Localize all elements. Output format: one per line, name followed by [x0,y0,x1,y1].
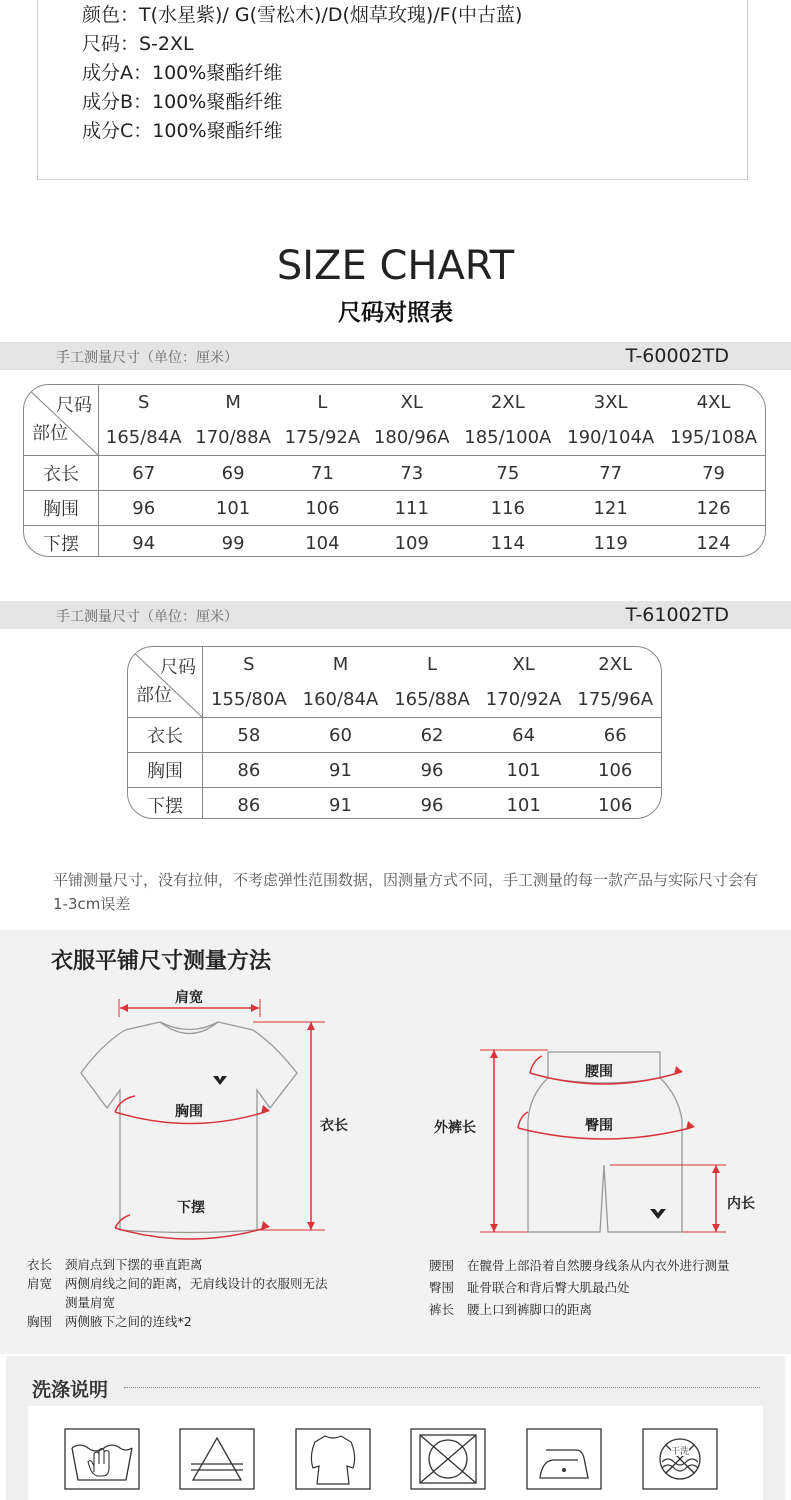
table-cell: 96 [99,491,189,526]
legend-right [429,1255,779,1321]
size-table-1 [23,384,766,557]
wash-section [6,1356,785,1500]
table-row [24,456,765,491]
table-corner [24,385,99,456]
no-dry-clean-icon [642,1428,718,1490]
table2-note: 手工测量尺寸（单位：厘米） [56,609,238,625]
height-header: 160/84A [302,689,379,711]
table-cell: 77 [559,456,662,491]
table2-band [0,601,791,629]
row-label: 下摆 [24,526,99,558]
table-cell: 86 [203,788,295,820]
length-label: 衣长 [320,1118,348,1134]
table1-note: 手工测量尺寸（单位：厘米） [56,350,238,366]
row-label: 衣长 [24,456,99,491]
table-corner [128,647,203,718]
height-header: 185/100A [464,427,552,449]
legend-item: 臀围 耻骨联合和背后臀大肌最凸处 [429,1280,630,1295]
table-cell: 75 [456,456,559,491]
wash-icon-card [28,1406,763,1500]
height-header: 155/80A [211,689,287,711]
table-cell: 79 [662,456,765,491]
size-header: 4XL [696,392,731,414]
table-cell: 66 [569,718,661,753]
size-header: 2XL [598,654,633,676]
hem-label: 下摆 [177,1200,205,1216]
no-tumble-dry-icon [410,1428,486,1490]
legend-left [27,1255,397,1331]
table-cell: 99 [188,526,277,558]
legend-item: 腰围 在髋骨上部沿着自然腰身线条从内衣外进行测量 [429,1258,730,1273]
table-cell: 64 [478,718,570,753]
legend-item: 胸围 两侧腋下之间的连线*2 [27,1314,192,1329]
size-table-2 [127,646,662,819]
table1-band [0,342,791,370]
chest-label: 胸围 [175,1104,203,1120]
no-bleach-icon [179,1428,255,1490]
height-header: 195/108A [670,427,758,449]
row-label: 胸围 [128,753,203,788]
table-cell: 71 [278,456,367,491]
table-row [24,526,765,558]
table1-code: T-60002TD [625,345,729,367]
measurement-section [0,930,791,1354]
size-header: L [317,392,328,414]
hip-label: 臀围 [585,1118,613,1134]
spec-fabric-c: 成分C：100%聚酯纤维 [82,120,283,142]
size-header: S [243,654,255,676]
size-header: XL [400,392,423,414]
corner-part-label: 部位 [136,685,172,706]
height-header: 175/96A [577,689,654,711]
table-cell: 69 [188,456,277,491]
legend-item: 肩宽 两侧肩线之间的距离，无肩线设计的衣服则无法 测量肩宽 [27,1276,328,1310]
measurement-title: 衣服平铺尺寸测量方法 [51,949,272,974]
table-row [128,753,661,788]
spec-fabric-b: 成分B：100%聚酯纤维 [82,91,283,113]
size-header: 3XL [593,392,628,414]
size-chart-title: SIZE CHART [276,243,515,289]
height-header: 165/84A [105,427,182,449]
hand-wash-icon [64,1428,140,1490]
height-header: 180/96A [373,427,450,449]
corner-part-label: 部位 [32,423,68,444]
size-chart-subtitle: 尺码对照表 [338,300,453,326]
corner-size-label: 尺码 [160,657,196,678]
row-label: 下摆 [128,788,203,820]
spec-color: 颜色：T(水星紫)/ G(雪松木)/D(烟草玫瑰)/F(中古蓝) [82,4,523,26]
row-label: 胸围 [24,491,99,526]
brand-logo-icon [650,1209,666,1219]
size-header: S [137,392,150,414]
table-cell: 60 [295,718,387,753]
corner-size-label: 尺码 [56,395,92,416]
table-cell: 58 [203,718,295,753]
spec-size: 尺码：S-2XL [82,33,194,55]
table-cell: 106 [569,753,661,788]
table-cell: 106 [278,491,367,526]
waist-label: 腰围 [585,1064,613,1080]
table-cell: 101 [188,491,277,526]
spec-fabric-a: 成分A：100%聚酯纤维 [82,62,283,84]
table-cell: 106 [569,788,661,820]
table-cell: 121 [559,491,662,526]
height-header: 170/88A [195,427,271,449]
table-cell: 94 [99,526,189,558]
size-header: M [332,654,349,676]
brand-logo-icon [213,1076,227,1085]
height-header: 175/92A [284,427,361,449]
dotted-divider [124,1387,760,1388]
table-row [128,788,661,820]
size-header: 2XL [490,392,525,414]
size-header: M [225,392,241,414]
wash-title: 洗涤说明 [32,1379,109,1401]
table-cell: 91 [295,753,387,788]
outseam-label: 外裤长 [434,1120,476,1136]
table-cell: 67 [99,456,189,491]
table-cell: 111 [367,491,456,526]
height-header: 165/88A [394,689,470,711]
table-cell: 101 [478,788,570,820]
table-cell: 126 [662,491,765,526]
table-cell: 86 [203,753,295,788]
table-cell: 91 [295,788,387,820]
tshirt-diagram [75,985,355,1245]
legend-item: 裤长 腰上口到裤脚口的距离 [429,1302,593,1317]
table-cell: 114 [456,526,559,558]
height-header: 170/92A [485,689,562,711]
shorts-outline [528,1078,682,1232]
shoulder-label: 肩宽 [175,990,203,1006]
row-label: 衣长 [128,718,203,753]
low-iron-icon [526,1428,602,1490]
table-cell: 101 [478,753,570,788]
hem-arc [115,1228,265,1239]
table-cell: 119 [559,526,662,558]
legend-item: 衣长 颈肩点到下摆的垂直距离 [27,1257,203,1272]
hang-dry-icon [295,1428,371,1490]
inseam-label: 内长 [727,1196,755,1212]
table-cell: 124 [662,526,765,558]
table-cell: 73 [367,456,456,491]
table-row [128,718,661,753]
size-header: L [427,654,438,676]
measurement-footnote: 平铺测量尺寸，没有拉伸，不考虑弹性范围数据，因测量方式不同，手工测量的每一款产品与实际尺寸会有1-3cm误差 [53,871,759,913]
table-cell: 104 [278,526,367,558]
table-cell: 109 [367,526,456,558]
height-header: 190/104A [567,427,655,449]
table-row [24,491,765,526]
table-cell: 96 [386,788,478,820]
size-header: XL [512,654,535,676]
dry-clean-text: 干洗 [670,1447,690,1457]
table-cell: 62 [386,718,478,753]
table-cell: 116 [456,491,559,526]
table2-code: T-61002TD [625,604,729,626]
table-cell: 96 [386,753,478,788]
